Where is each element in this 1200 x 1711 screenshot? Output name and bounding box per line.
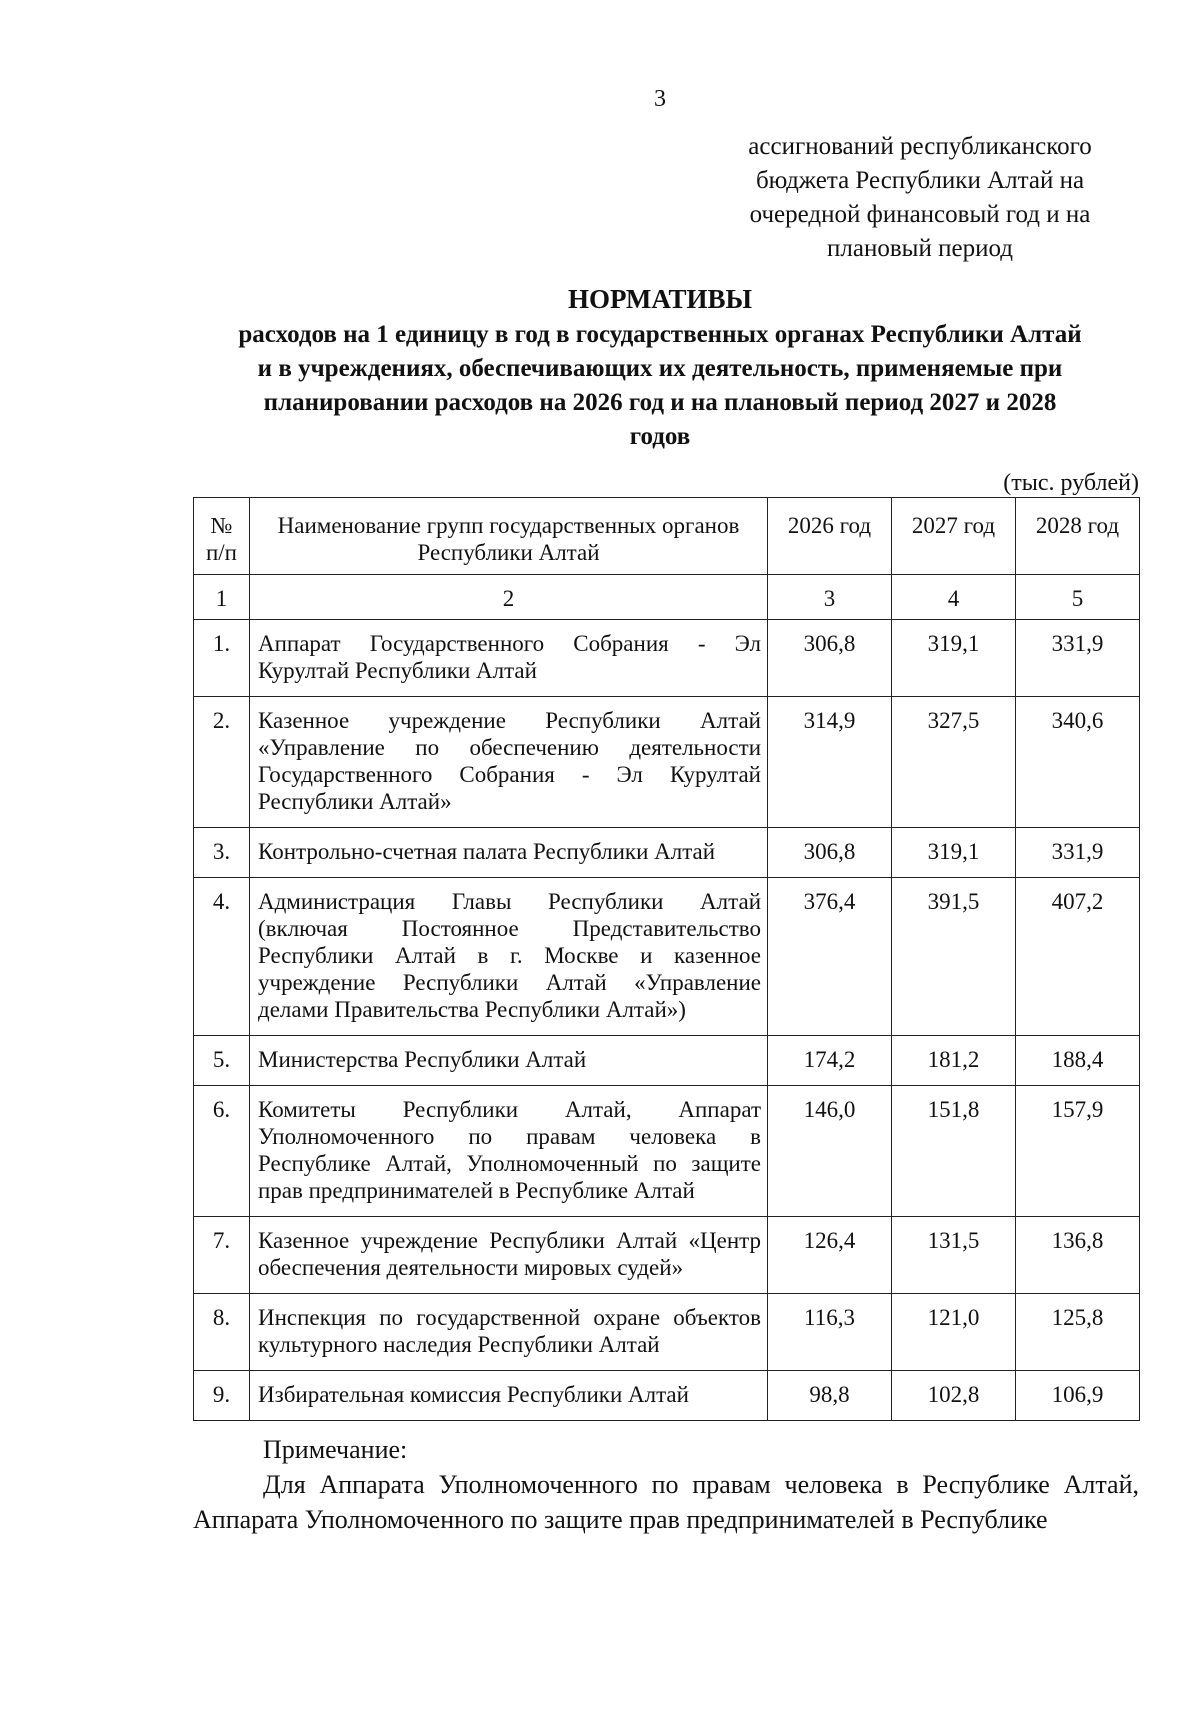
value-2027: 131,5 (892, 1217, 1016, 1294)
value-2028: 331,9 (1016, 828, 1140, 878)
header-name: Наименование групп государственных органов Республики Алтай (250, 498, 768, 575)
value-2028: 331,9 (1016, 620, 1140, 697)
value-2027: 181,2 (892, 1036, 1016, 1086)
column-index: 5 (1016, 575, 1140, 620)
table-row (194, 828, 1140, 878)
value-2027: 102,8 (892, 1371, 1016, 1421)
value-2028: 407,2 (1016, 878, 1140, 1036)
value-2026: 376,4 (768, 878, 892, 1036)
appendix-reference (700, 130, 1140, 266)
value-2028: 106,9 (1016, 1371, 1140, 1421)
appendix-line: ассигнований республиканского (748, 133, 1092, 160)
column-index: 2 (250, 575, 768, 620)
value-2028: 188,4 (1016, 1036, 1140, 1086)
table-row (194, 1036, 1140, 1086)
row-name: Казенное учреждение Республики Алтай «Центр обеспечения деятельности мировых судей» (250, 1217, 768, 1294)
column-index-row (194, 575, 1140, 620)
value-2026: 146,0 (768, 1086, 892, 1217)
value-2028: 125,8 (1016, 1294, 1140, 1371)
row-number: 7. (194, 1217, 250, 1294)
note-text: Для Аппарата Уполномоченного по правам человека в Республике Алтай, Аппарата Уполномоченного по защите прав предпринимателей в Республике (193, 1470, 1139, 1534)
value-2026: 306,8 (768, 620, 892, 697)
row-number: 2. (194, 697, 250, 828)
title-line: расходов на 1 единицу в год в государственных органах Республики Алтай (238, 321, 1082, 348)
value-2026: 306,8 (768, 828, 892, 878)
column-index: 1 (194, 575, 250, 620)
appendix-line: плановый период (827, 235, 1013, 262)
title-line: и в учреждениях, обеспечивающих их деятельность, применяемые при (257, 355, 1063, 382)
norms-table (193, 497, 1140, 1421)
row-number: 3. (194, 828, 250, 878)
table-row (194, 1086, 1140, 1217)
row-name: Комитеты Республики Алтай, Аппарат Уполномоченного по правам человека в Республике Алтай, Уполномоченный по защите прав предпринимателей в Республике Алтай (250, 1086, 768, 1217)
appendix-line: очередной финансовый год и на (749, 201, 1091, 228)
appendix-line: бюджета Республики Алтай на (755, 167, 1085, 194)
value-2027: 319,1 (892, 828, 1016, 878)
header-2027: 2027 год (892, 498, 1016, 575)
column-index: 4 (892, 575, 1016, 620)
table-header-row (194, 498, 1140, 575)
table-row (194, 1294, 1140, 1371)
value-2027: 391,5 (892, 878, 1016, 1036)
value-2028: 340,6 (1016, 697, 1140, 828)
table-row (194, 697, 1140, 828)
row-name: Администрация Главы Республики Алтай (включая Постоянное Представительство Республики Алтай в г. Москве и казенное учреждение Республики Алтай «Управление делами Правительства Республики Алтай») (250, 878, 768, 1036)
row-number: 9. (194, 1371, 250, 1421)
row-name: Казенное учреждение Республики Алтай «Управление по обеспечению деятельности Государственного Собрания - Эл Курултай Республики Алтай» (250, 697, 768, 828)
title-line: годов (629, 423, 691, 450)
row-name: Избирательная комиссия Республики Алтай (250, 1371, 768, 1421)
value-2028: 136,8 (1016, 1217, 1140, 1294)
title-main: НОРМАТИВЫ (567, 284, 753, 314)
row-name: Аппарат Государственного Собрания - Эл Курултай Республики Алтай (250, 620, 768, 697)
value-2026: 98,8 (768, 1371, 892, 1421)
note-section (193, 1432, 1139, 1537)
value-2026: 314,9 (768, 697, 892, 828)
row-number: 4. (194, 878, 250, 1036)
value-2027: 121,0 (892, 1294, 1016, 1371)
header-2028: 2028 год (1016, 498, 1140, 575)
table-row (194, 1217, 1140, 1294)
table-row (194, 878, 1140, 1036)
header-num: № п/п (194, 498, 250, 575)
value-2027: 327,5 (892, 697, 1016, 828)
row-name: Инспекция по государственной охране объектов культурного наследия Республики Алтай (250, 1294, 768, 1371)
page-number: 3 (654, 86, 666, 112)
row-number: 5. (194, 1036, 250, 1086)
row-name: Министерства Республики Алтай (250, 1036, 768, 1086)
value-2028: 157,9 (1016, 1086, 1140, 1217)
value-2026: 126,4 (768, 1217, 892, 1294)
header-2026: 2026 год (768, 498, 892, 575)
row-number: 8. (194, 1294, 250, 1371)
units-label: (тыс. рублей) (1003, 470, 1139, 496)
value-2027: 319,1 (892, 620, 1016, 697)
note-label: Примечание: (263, 1435, 408, 1464)
column-index: 3 (768, 575, 892, 620)
value-2027: 151,8 (892, 1086, 1016, 1217)
row-name: Контрольно-счетная палата Республики Алтай (250, 828, 768, 878)
table-row (194, 620, 1140, 697)
row-number: 1. (194, 620, 250, 697)
value-2026: 116,3 (768, 1294, 892, 1371)
value-2026: 174,2 (768, 1036, 892, 1086)
table-row (194, 1371, 1140, 1421)
row-number: 6. (194, 1086, 250, 1217)
document-title (160, 282, 1160, 454)
title-line: планировании расходов на 2026 год и на плановый период 2027 и 2028 (263, 389, 1057, 416)
